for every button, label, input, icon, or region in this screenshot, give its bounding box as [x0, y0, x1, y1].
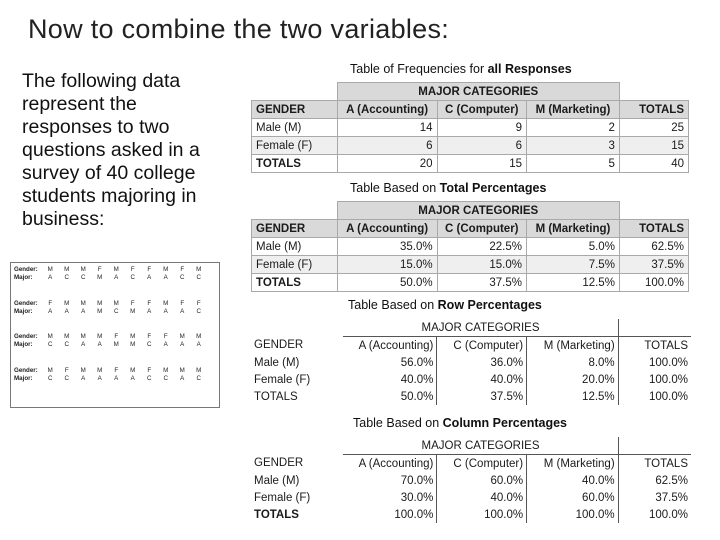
raw-gender-value: M: [196, 367, 202, 374]
raw-major-value: C: [147, 341, 152, 348]
table-cell: 20: [337, 155, 437, 173]
raw-major-value: A: [48, 274, 53, 281]
row-label: TOTALS: [252, 274, 338, 292]
table-cell: 40.0%: [437, 489, 527, 506]
table-cell: 15.0%: [437, 256, 526, 274]
table-cell: 20.0%: [527, 371, 619, 388]
raw-major-value: M: [130, 341, 136, 348]
row-label: Female (F): [252, 137, 338, 155]
column-header: C (Computer): [437, 220, 526, 238]
raw-major-value: A: [97, 375, 102, 382]
table-cell: 9: [437, 119, 526, 137]
raw-major-value: C: [81, 274, 86, 281]
total-pct-caption-prefix: Table Based on: [350, 181, 440, 195]
table-row: [252, 119, 689, 137]
table-row: [251, 489, 691, 506]
column-header: M (Marketing): [527, 455, 619, 473]
raw-major-value: A: [130, 375, 135, 382]
row-label: TOTALS: [252, 155, 338, 173]
raw-major-value: C: [147, 375, 152, 382]
table-cell: 15: [437, 155, 526, 173]
table-cell: 14: [337, 119, 437, 137]
raw-gender-value: F: [147, 300, 152, 307]
table-cell: 6: [337, 137, 437, 155]
blank-cell: [252, 202, 338, 220]
major-categories-header: MAJOR CATEGORIES: [337, 202, 619, 220]
blank-cell: [619, 202, 688, 220]
raw-gender-value: F: [114, 333, 119, 340]
raw-gender-value: M: [113, 300, 119, 307]
raw-gender-value: M: [64, 333, 70, 340]
raw-gender-value: F: [130, 300, 135, 307]
raw-major-value: A: [48, 308, 53, 315]
raw-gender-value: F: [48, 300, 53, 307]
column-header: A (Accounting): [343, 337, 436, 355]
raw-gender-value: F: [180, 266, 185, 273]
total-pct-caption-bold: Total Percentages: [439, 181, 547, 195]
table-cell: 70.0%: [343, 472, 436, 489]
column-header: GENDER: [252, 220, 338, 238]
row-pct-caption: [348, 298, 542, 312]
column-header: GENDER: [252, 101, 338, 119]
raw-major-value: A: [81, 375, 86, 382]
column-header-row: [251, 337, 691, 355]
total-pct-table: [251, 201, 689, 292]
table-cell: 8.0%: [527, 354, 619, 371]
table-row: [251, 371, 691, 388]
blank-cell: [251, 437, 343, 455]
raw-major-value: A: [180, 375, 185, 382]
raw-major-value: C: [64, 375, 69, 382]
row-pct-table: [251, 319, 691, 405]
table-cell: 56.0%: [343, 354, 436, 371]
raw-major-value: C: [180, 274, 185, 281]
raw-major-value: A: [163, 341, 168, 348]
row-pct-caption-bold: Row Percentages: [437, 298, 542, 312]
freq-caption-bold: all Responses: [487, 62, 572, 76]
raw-gender-label: Gender:: [14, 266, 38, 273]
major-categories-header: MAJOR CATEGORIES: [343, 319, 618, 337]
raw-data-block: [14, 367, 220, 383]
table-cell: 100.0%: [619, 274, 688, 292]
raw-gender-value: M: [80, 333, 86, 340]
raw-major-value: A: [147, 274, 152, 281]
table-cell: 36.0%: [437, 354, 527, 371]
raw-major-row: [14, 274, 220, 282]
table-cell: 3: [526, 137, 619, 155]
raw-major-label: Major:: [14, 375, 33, 382]
raw-major-value: C: [48, 375, 53, 382]
raw-major-label: Major:: [14, 274, 33, 281]
row-header-label: GENDER: [254, 339, 304, 352]
raw-major-label: Major:: [14, 341, 33, 348]
table-cell: 100.0%: [648, 390, 688, 403]
table-cell: 60.0%: [437, 472, 527, 489]
raw-major-value: A: [114, 274, 119, 281]
column-header-row: [252, 220, 689, 238]
row-label: Male (M): [252, 238, 338, 256]
raw-gender-value: M: [97, 333, 103, 340]
raw-major-value: A: [147, 308, 152, 315]
row-label: Male (M): [252, 119, 338, 137]
table-cell: 50.0%: [343, 388, 436, 405]
raw-major-value: C: [48, 341, 53, 348]
row-label: Male (M): [254, 474, 300, 487]
row-label: TOTALS: [254, 508, 299, 521]
column-header-row: [252, 101, 689, 119]
raw-major-value: M: [97, 274, 103, 281]
raw-major-value: A: [163, 308, 168, 315]
table-cell: 60.0%: [527, 489, 619, 506]
raw-gender-row: [14, 266, 220, 274]
raw-gender-value: M: [163, 367, 169, 374]
raw-gender-row: [14, 333, 220, 341]
freq-caption: [350, 62, 572, 76]
raw-gender-row: [14, 367, 220, 375]
raw-gender-value: M: [196, 266, 202, 273]
raw-gender-value: F: [180, 300, 185, 307]
raw-gender-value: M: [130, 333, 136, 340]
table-cell: 15: [619, 137, 688, 155]
column-header: C (Computer): [437, 455, 527, 473]
row-label: Female (F): [252, 256, 338, 274]
table-cell: 50.0%: [337, 274, 437, 292]
column-header: A (Accounting): [337, 101, 437, 119]
table-cell: 40.0%: [527, 472, 619, 489]
raw-major-value: A: [114, 375, 119, 382]
raw-gender-value: F: [130, 266, 135, 273]
table-cell: 37.5%: [619, 256, 688, 274]
blank-cell: [618, 437, 691, 455]
raw-major-value: A: [180, 308, 185, 315]
raw-major-value: A: [97, 341, 102, 348]
table-cell: 100.0%: [648, 508, 688, 521]
blank-cell: [619, 83, 688, 101]
column-header: A (Accounting): [343, 455, 436, 473]
table-row: [252, 137, 689, 155]
column-header: TOTALS: [619, 220, 688, 238]
table-cell: 62.5%: [619, 238, 688, 256]
col-pct-caption: [353, 416, 567, 430]
table-row: [251, 506, 691, 523]
row-pct-caption-prefix: Table Based on: [348, 298, 438, 312]
table-cell: 5: [526, 155, 619, 173]
raw-major-value: C: [163, 375, 168, 382]
column-header: C (Computer): [437, 337, 527, 355]
table-cell: 15.0%: [337, 256, 437, 274]
blank-cell: [251, 319, 343, 337]
raw-gender-value: F: [196, 300, 201, 307]
intro-text: The following data represent the responses to two questions asked in a survey of 40 college students majoring in business:: [22, 70, 200, 230]
row-label: Male (M): [254, 356, 300, 369]
raw-gender-value: F: [147, 266, 152, 273]
raw-gender-value: M: [80, 300, 86, 307]
table-cell: 37.5%: [655, 491, 688, 504]
raw-major-row: [14, 375, 220, 383]
raw-gender-value: F: [147, 367, 152, 374]
table-cell: 35.0%: [337, 238, 437, 256]
table-cell: 22.5%: [437, 238, 526, 256]
raw-major-value: A: [81, 341, 86, 348]
raw-gender-value: M: [47, 333, 53, 340]
table-cell: 37.5%: [437, 274, 526, 292]
table-cell: 100.0%: [437, 506, 527, 523]
table-cell: 62.5%: [655, 474, 688, 487]
table-cell: 40.0%: [437, 371, 527, 388]
table-cell: 100.0%: [527, 506, 619, 523]
table-row: [252, 256, 689, 274]
raw-major-value: C: [64, 341, 69, 348]
raw-gender-value: M: [179, 367, 185, 374]
table-cell: 25: [619, 119, 688, 137]
row-label: TOTALS: [254, 390, 298, 403]
raw-major-row: [14, 308, 220, 316]
raw-gender-value: M: [80, 266, 86, 273]
raw-major-value: M: [97, 308, 103, 315]
raw-gender-label: Gender:: [14, 367, 38, 374]
table-cell: 100.0%: [343, 506, 436, 523]
table-row: [252, 274, 689, 292]
raw-gender-value: M: [130, 367, 136, 374]
table-row: [251, 388, 691, 405]
raw-major-label: Major:: [14, 308, 33, 315]
major-header-row: [251, 319, 691, 337]
freq-table: [251, 82, 689, 173]
raw-gender-value: M: [196, 333, 202, 340]
raw-major-value: A: [163, 274, 168, 281]
raw-gender-value: F: [64, 367, 69, 374]
raw-gender-value: M: [80, 367, 86, 374]
table-row: [252, 155, 689, 173]
raw-gender-value: M: [97, 367, 103, 374]
raw-major-value: C: [130, 274, 135, 281]
col-pct-caption-bold: Column Percentages: [442, 416, 567, 430]
raw-major-value: A: [81, 308, 86, 315]
table-cell: 40.0%: [343, 371, 436, 388]
raw-gender-label: Gender:: [14, 333, 38, 340]
table-cell: 7.5%: [526, 256, 619, 274]
table-cell: 2: [526, 119, 619, 137]
freq-caption-prefix: Table of Frequencies for: [350, 62, 488, 76]
table-cell: 100.0%: [648, 373, 688, 386]
row-header-label: GENDER: [254, 457, 304, 470]
raw-gender-label: Gender:: [14, 300, 38, 307]
major-header-row: [251, 437, 691, 455]
raw-major-value: A: [196, 341, 201, 348]
raw-data-grid: [10, 262, 220, 408]
table-row: [251, 472, 691, 489]
major-categories-header: MAJOR CATEGORIES: [337, 83, 619, 101]
blank-cell: [252, 83, 338, 101]
raw-major-value: C: [196, 274, 201, 281]
major-header-row: [252, 202, 689, 220]
col-pct-table: [251, 437, 691, 523]
table-cell: 6: [437, 137, 526, 155]
column-header: M (Marketing): [527, 337, 619, 355]
raw-major-value: C: [196, 375, 201, 382]
total-pct-caption: [350, 181, 546, 195]
raw-gender-value: M: [97, 300, 103, 307]
column-header: M (Marketing): [526, 101, 619, 119]
raw-gender-value: M: [47, 367, 53, 374]
raw-gender-value: F: [147, 333, 152, 340]
raw-gender-value: M: [64, 266, 70, 273]
raw-major-value: C: [196, 308, 201, 315]
raw-major-value: C: [64, 274, 69, 281]
raw-gender-row: [14, 300, 220, 308]
raw-major-value: A: [180, 341, 185, 348]
col-pct-caption-prefix: Table Based on: [353, 416, 443, 430]
column-header: C (Computer): [437, 101, 526, 119]
table-cell: 37.5%: [437, 388, 527, 405]
raw-major-value: M: [130, 308, 136, 315]
slide-title: Now to combine the two variables:: [28, 14, 450, 44]
column-header: TOTALS: [619, 101, 688, 119]
table-row: [252, 238, 689, 256]
raw-gender-value: M: [47, 266, 53, 273]
table-cell: 100.0%: [648, 356, 688, 369]
table-cell: 12.5%: [526, 274, 619, 292]
raw-gender-value: M: [113, 266, 119, 273]
raw-data-block: [14, 300, 220, 316]
column-header: TOTALS: [644, 339, 688, 352]
blank-cell: [618, 319, 691, 337]
raw-major-row: [14, 341, 220, 349]
table-row: [251, 354, 691, 371]
major-header-row: [252, 83, 689, 101]
table-cell: 12.5%: [527, 388, 619, 405]
raw-gender-value: M: [64, 300, 70, 307]
row-label: Female (F): [254, 491, 311, 504]
raw-major-value: A: [64, 308, 69, 315]
raw-gender-value: M: [163, 266, 169, 273]
table-cell: 30.0%: [343, 489, 436, 506]
major-categories-header: MAJOR CATEGORIES: [343, 437, 618, 455]
table-cell: 5.0%: [526, 238, 619, 256]
raw-data-block: [14, 333, 220, 349]
column-header: M (Marketing): [526, 220, 619, 238]
column-header: A (Accounting): [337, 220, 437, 238]
raw-gender-value: M: [179, 333, 185, 340]
column-header-row: [251, 455, 691, 473]
raw-data-block: [14, 266, 220, 282]
raw-major-value: M: [113, 341, 119, 348]
raw-gender-value: F: [97, 266, 102, 273]
row-label: Female (F): [254, 373, 311, 386]
raw-gender-value: M: [163, 300, 169, 307]
table-cell: 40: [619, 155, 688, 173]
raw-major-value: C: [114, 308, 119, 315]
column-header: TOTALS: [644, 457, 688, 470]
raw-gender-value: F: [163, 333, 168, 340]
raw-gender-value: F: [114, 367, 119, 374]
